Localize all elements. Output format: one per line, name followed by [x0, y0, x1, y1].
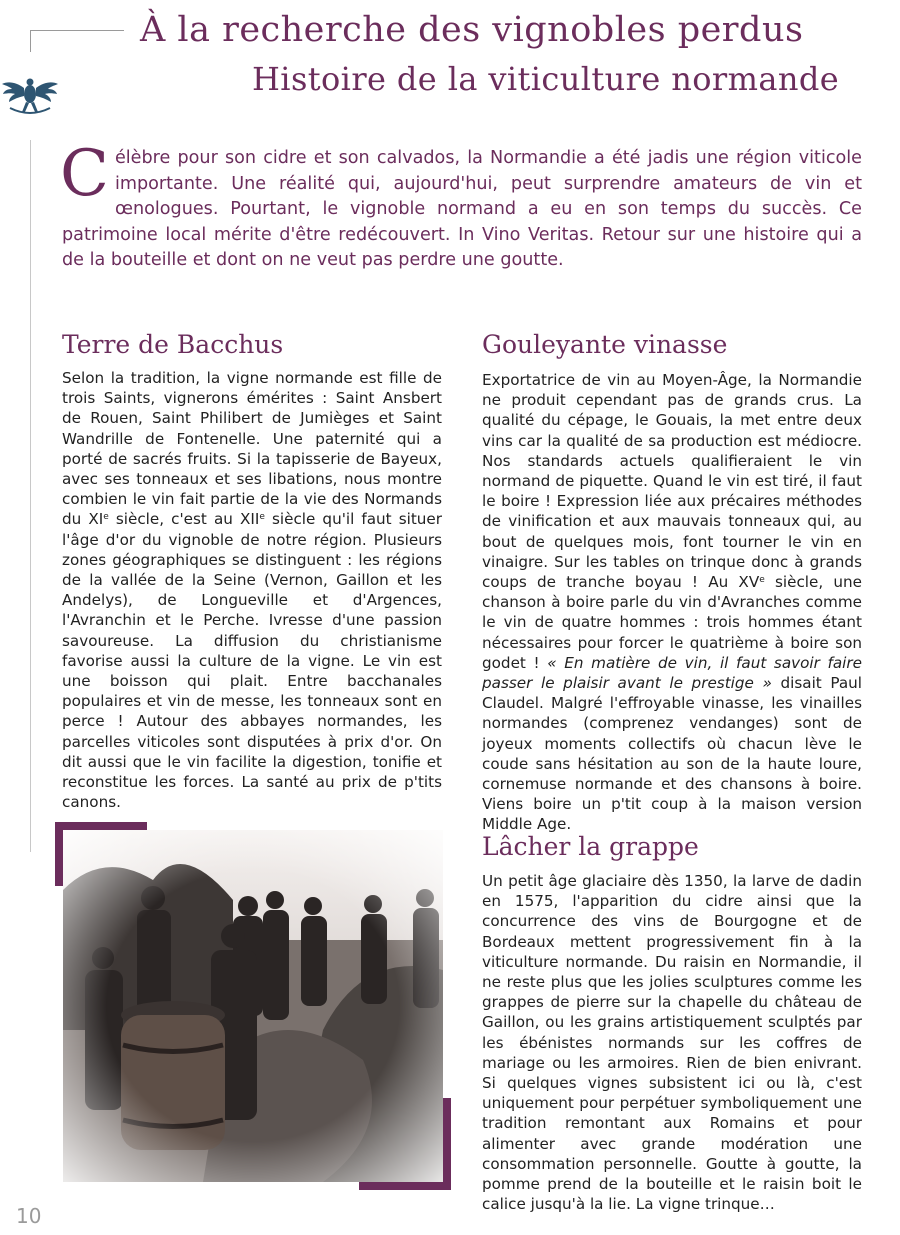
body-text: Exportatrice de vin au Moyen-Âge, la Normandie ne produit cependant pas de grands crus. La qualité du cépage, le Gouais, la met entre deux vins car la qualité de sa production est médiocre. Nos standards actuels qualifieraient le vin normand de piquette. Quand le vin est tiré, il faut le boire ! Expression liée aux précaires méthodes de vinification et aux mauvais tonneaux qui, au bout de quelques mois, font tourner le vin en vinaigre. Sur les tables on trinque donc à grands coups de tranche boyau ! Au XV [482, 371, 862, 592]
header-rule [30, 30, 124, 31]
section-body-terre-de-bacchus [62, 368, 442, 812]
intro-paragraph [60, 137, 862, 274]
page-title: À la recherche des vignobles perdus [140, 10, 804, 50]
claudel-quote: « En matière de vin, il faut savoir faire passer le plaisir avant le prestige » [482, 653, 862, 693]
section-body-gouleyante-vinasse [482, 370, 862, 835]
harvest-photo-figure [55, 822, 451, 1190]
section-heading-terre-de-bacchus: Terre de Bacchus [62, 330, 284, 359]
body-text: Selon la tradition, la vigne normande est fille de trois Saints, vignerons émérites : Saint Ansbert de Rouen, Saint Philibert de Jumièges et Saint Wandrille de Fontenelle. Une paternité qui a porté de sacrés fruits. Si la tapisserie de Bayeux, avec ses tonneaux et ses libations, nous montre combien le vin fait partie de la vie des Normands du XI [62, 369, 442, 529]
body-text: siècle, une chanson à boire parle du vin d'Avranches comme le vin de quatre hommes : trois hommes étant nécessaires pour forcer le quatrième à boire son godet ! [482, 573, 862, 672]
intro-text: élèbre pour son cidre et son calvados, la Normandie a été jadis une région viticole importante. Une réalité qui, aujourd'hui, peut surprendre amateurs de vin et œnologues. Pourtant, le vignoble normand a eu en son temps du succès. Ce patrimoine local mérite d'être redécouvert. In Vino Veritas. Retour sur une histoire qui a de la bouteille et dont on ne veut pas perdre une goutte. [62, 148, 862, 270]
photo-frame-corner [443, 1098, 451, 1190]
left-margin-rule [30, 140, 31, 852]
section-heading-gouleyante-vinasse: Gouleyante vinasse [482, 330, 728, 359]
body-text: siècle, c'est au XII [108, 510, 260, 529]
page-subtitle: Histoire de la viticulture normande [252, 60, 840, 98]
superscript: e [759, 575, 765, 586]
photo-frame-corner [55, 822, 147, 830]
superscript: e [103, 512, 109, 523]
body-text: siècle qu'il faut situer l'âge d'or du vignoble de notre région. Plusieurs zones géographiques se distinguent : les régions de la vallée de la Seine (Vernon, Gaillon et les Andelys), de Longueville et d'Argences, l'Avranchin et le Perche. Ivresse d'une passion savoureuse. La diffusion du christianisme favorise aussi la culture de la vigne. Le vin est une boisson qui plait. Entre bacchanales populaires et vin de messe, les tonneaux sont en perce ! Autour des abbayes normandes, les parcelles viticoles sont disputées à prix d'or. On dit aussi que le vin facilite la digestion, tonifie et reconstitue les forces. La santé au prix de p'tits canons. [62, 510, 442, 812]
page-number: 10 [16, 1204, 42, 1228]
drop-cap: C [60, 137, 109, 211]
photo-frame-corner [359, 1182, 451, 1190]
vintage-harvest-photo [63, 830, 443, 1182]
section-body-lacher-la-grappe: Un petit âge glaciaire dès 1350, la larve de dadin en 1575, l'apparition du cidre ainsi que la concurrence des vins de Bourgogne et de Bordeaux mettent progressivement fin à la viticulture normande. Du raisin en Normandie, il ne reste plus que les jolies sculptures comme les grappes de pierre sur la chapelle du château de Gaillon, ou les grains artistiquement sculptés par les ébénistes normands sur les coffres de mariage ou les armoires. Rien de bien enivrant. Si quelques vignes subsistent ici ou là, c'est uniquement pour perpétuer symboliquement une tradition remontant aux Romains et pour alimenter avec grande modération une consommation personnelle. Goutte à goutte, la pomme prend de la bouteille et le raisin boit le calice jusqu'à la lie. La vigne trinque… [482, 872, 862, 1214]
body-text: disait Paul Claudel. Malgré l'effroyable vinasse, les vinailles normandes (comprenez vendanges) sont de joyeux moments collectifs où chacun lève le coude sans hésitation au son de la haute loure, cornemuse normande et des chansons à boire. Viens boire un p'tit coup à la maison version Middle Age. [482, 674, 862, 834]
section-heading-lacher-la-grappe: Lâcher la grappe [482, 832, 699, 861]
winged-scarab-icon [2, 72, 58, 118]
photo-frame-corner [55, 822, 63, 886]
header-rule-tick [30, 30, 31, 52]
superscript: e [259, 512, 265, 523]
